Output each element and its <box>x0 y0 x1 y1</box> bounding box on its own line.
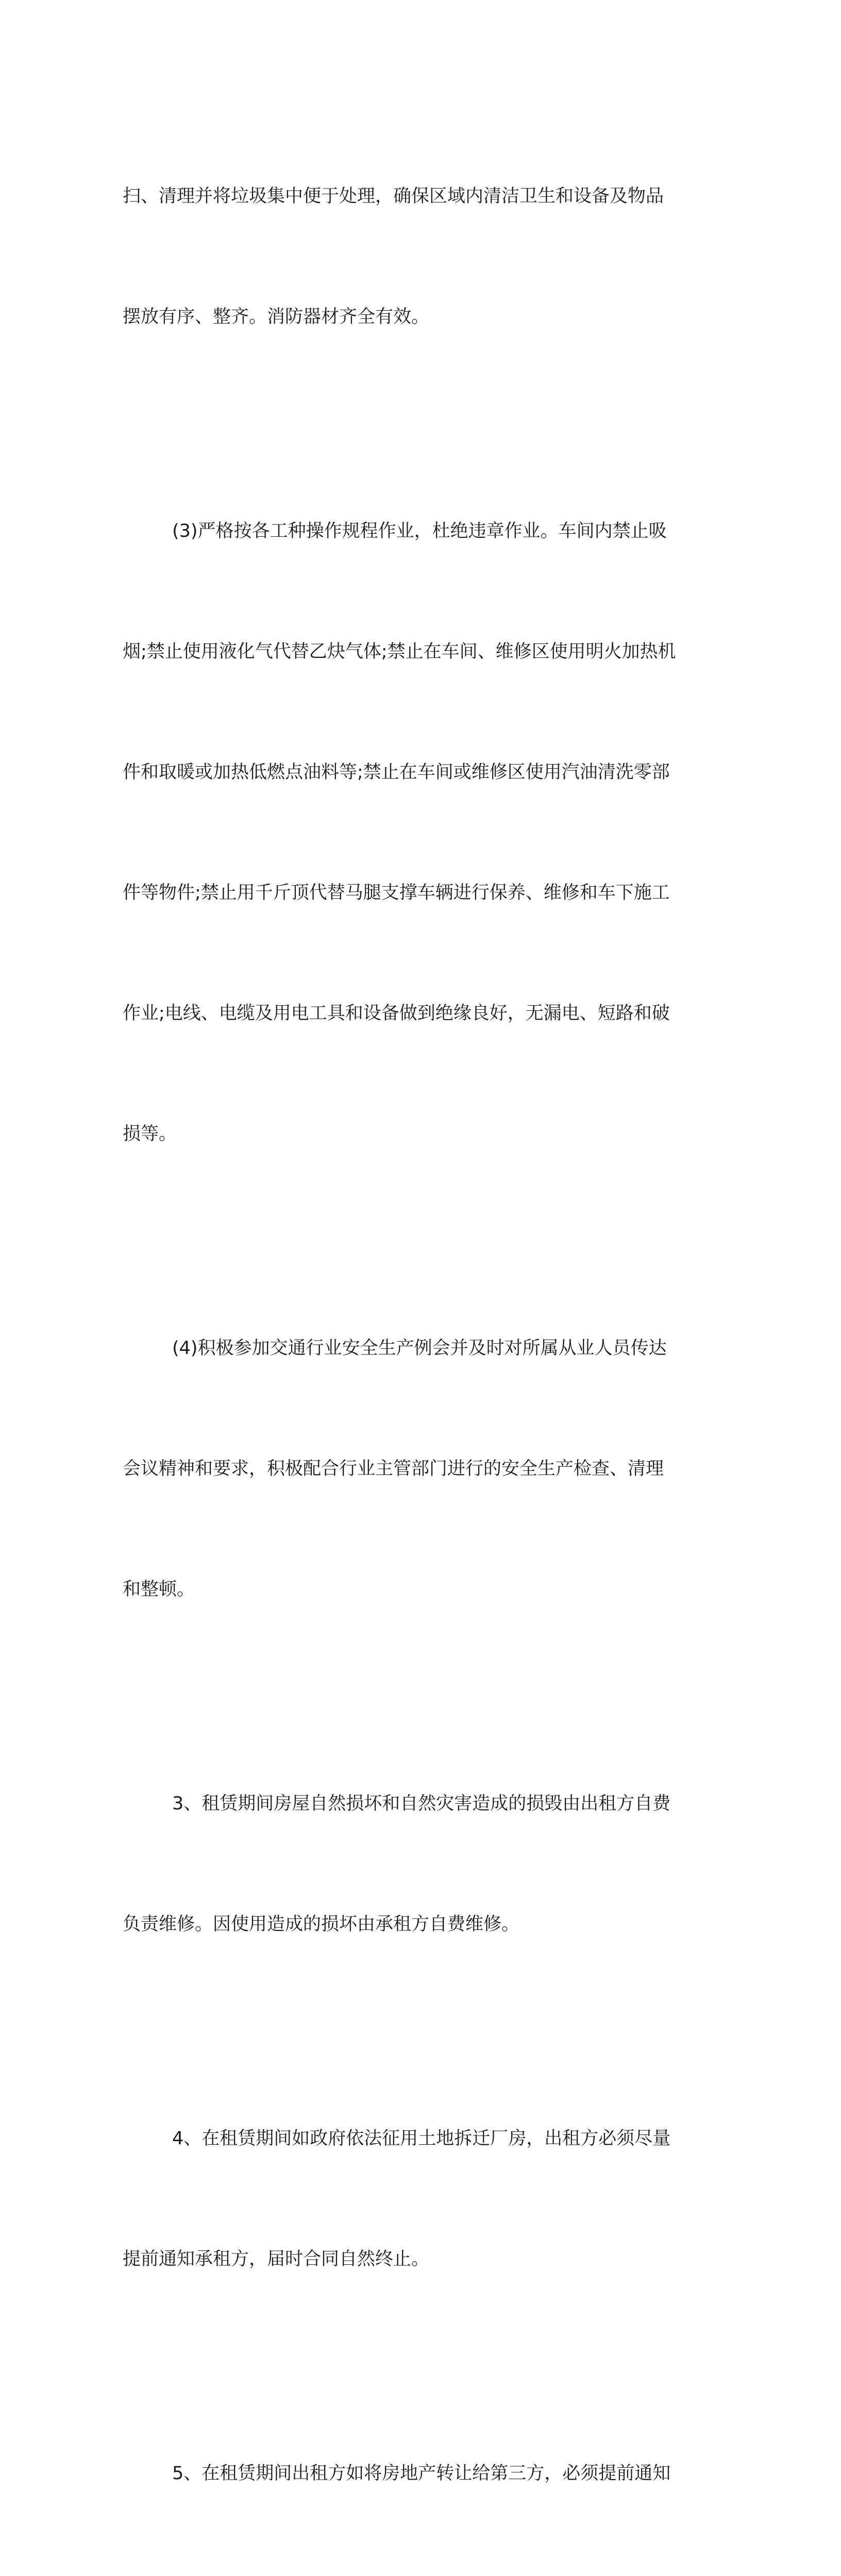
paragraph-line: (4)积极参加交通行业安全生产例会并及时对所属从业人员传达 <box>172 1338 667 1359</box>
paragraph-4 <box>123 1703 720 2025</box>
paragraph-line: 损等。 <box>123 1124 177 1144</box>
paragraph-5 <box>123 2038 720 2360</box>
paragraph-3 <box>123 1248 720 1690</box>
paragraph-line: 作业;电线、电缆及用电工具和设备做到绝缘良好，无漏电、短路和破 <box>123 1003 670 1024</box>
paragraph-line: 烟;禁止使用液化气代替乙炔气体;禁止在车间、维修区使用明火加热机 <box>123 641 676 662</box>
paragraph-6 <box>123 2373 720 2576</box>
paragraph-line: 件等物件;禁止用千斤顶代替马腿支撑车辆进行保养、维修和车下施工 <box>123 883 670 903</box>
paragraph-line: 4、在租赁期间如政府依法征用土地拆迁厂房，出租方必须尽量 <box>172 2128 671 2149</box>
paragraph-1 <box>123 96 720 417</box>
paragraph-line: 扫、清理并将垃圾集中便于处理，确保区域内清洁卫生和设备及物品 <box>123 186 664 207</box>
document-body <box>123 96 720 2576</box>
paragraph-line: 和整顿。 <box>123 1579 195 1600</box>
paragraph-line: (3)严格按各工种操作规程作业，杜绝违章作业。车间内禁止吸 <box>172 521 667 541</box>
paragraph-line: 3、租赁期间房屋自然损坏和自然灾害造成的损毁由出租方自费 <box>172 1793 671 1814</box>
paragraph-line: 提前通知承租方，届时合同自然终止。 <box>123 2249 430 2269</box>
paragraph-line <box>123 2574 720 2576</box>
paragraph-2 <box>123 431 720 1234</box>
paragraph-line: 会议精神和要求，积极配合行业主管部门进行的安全生产检查、清理 <box>123 1459 664 1479</box>
paragraph-line: 5、在租赁期间出租方如将房地产转让给第三方，必须提前通知 <box>172 2463 671 2484</box>
paragraph-line: 件和取暖或加热低燃点油料等;禁止在车间或维修区使用汽油清洗零部 <box>123 762 670 783</box>
paragraph-line: 摆放有序、整齐。消防器材齐全有效。 <box>123 307 430 327</box>
paragraph-line: 负责维修。因使用造成的损坏由承租方自费维修。 <box>123 1914 520 1935</box>
